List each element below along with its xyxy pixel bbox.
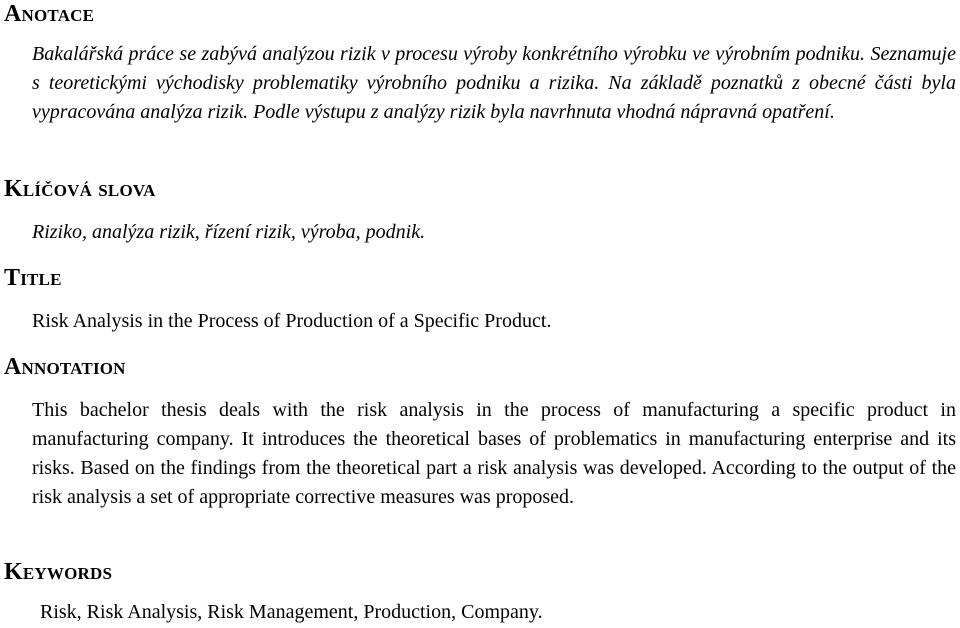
- anotace-heading: Anotace: [4, 1, 95, 27]
- annotation-heading: Annotation: [4, 354, 126, 380]
- keywords-text: Risk, Risk Analysis, Risk Management, Production, Company.: [40, 601, 543, 623]
- annotation-text: This bachelor thesis deals with the risk analysis in the process of manufacturing a specific product in manufacturing company. It introduces the theoretical bases of problematics in manufacturing enterprise and its risks. Based on the findings from the theoretical part a risk analysis was developed. According to the output of the risk analysis a set of appropriate corrective measures was proposed.: [32, 399, 956, 508]
- keywords-heading: Keywords: [4, 559, 113, 585]
- anotace-text: Bakalářská práce se zabývá analýzou rizik v procesu výroby konkrétního výrobku ve výrobním podniku. Seznamuje s teoretickými východisky problematiky výrobního podniku a rizika. Na základě poznatků z obecné části byla vypracována analýza rizik. Podle výstupu z analýzy rizik byla navrhnuta vhodná nápravná opatření.: [32, 43, 956, 123]
- klicova-slova-heading: Klíčová slova: [4, 176, 156, 202]
- title-heading: Title: [4, 265, 62, 291]
- title-text: Risk Analysis in the Process of Production of a Specific Product.: [32, 310, 552, 332]
- klicova-slova-text: Riziko, analýza rizik, řízení rizik, výroba, podnik.: [32, 221, 426, 243]
